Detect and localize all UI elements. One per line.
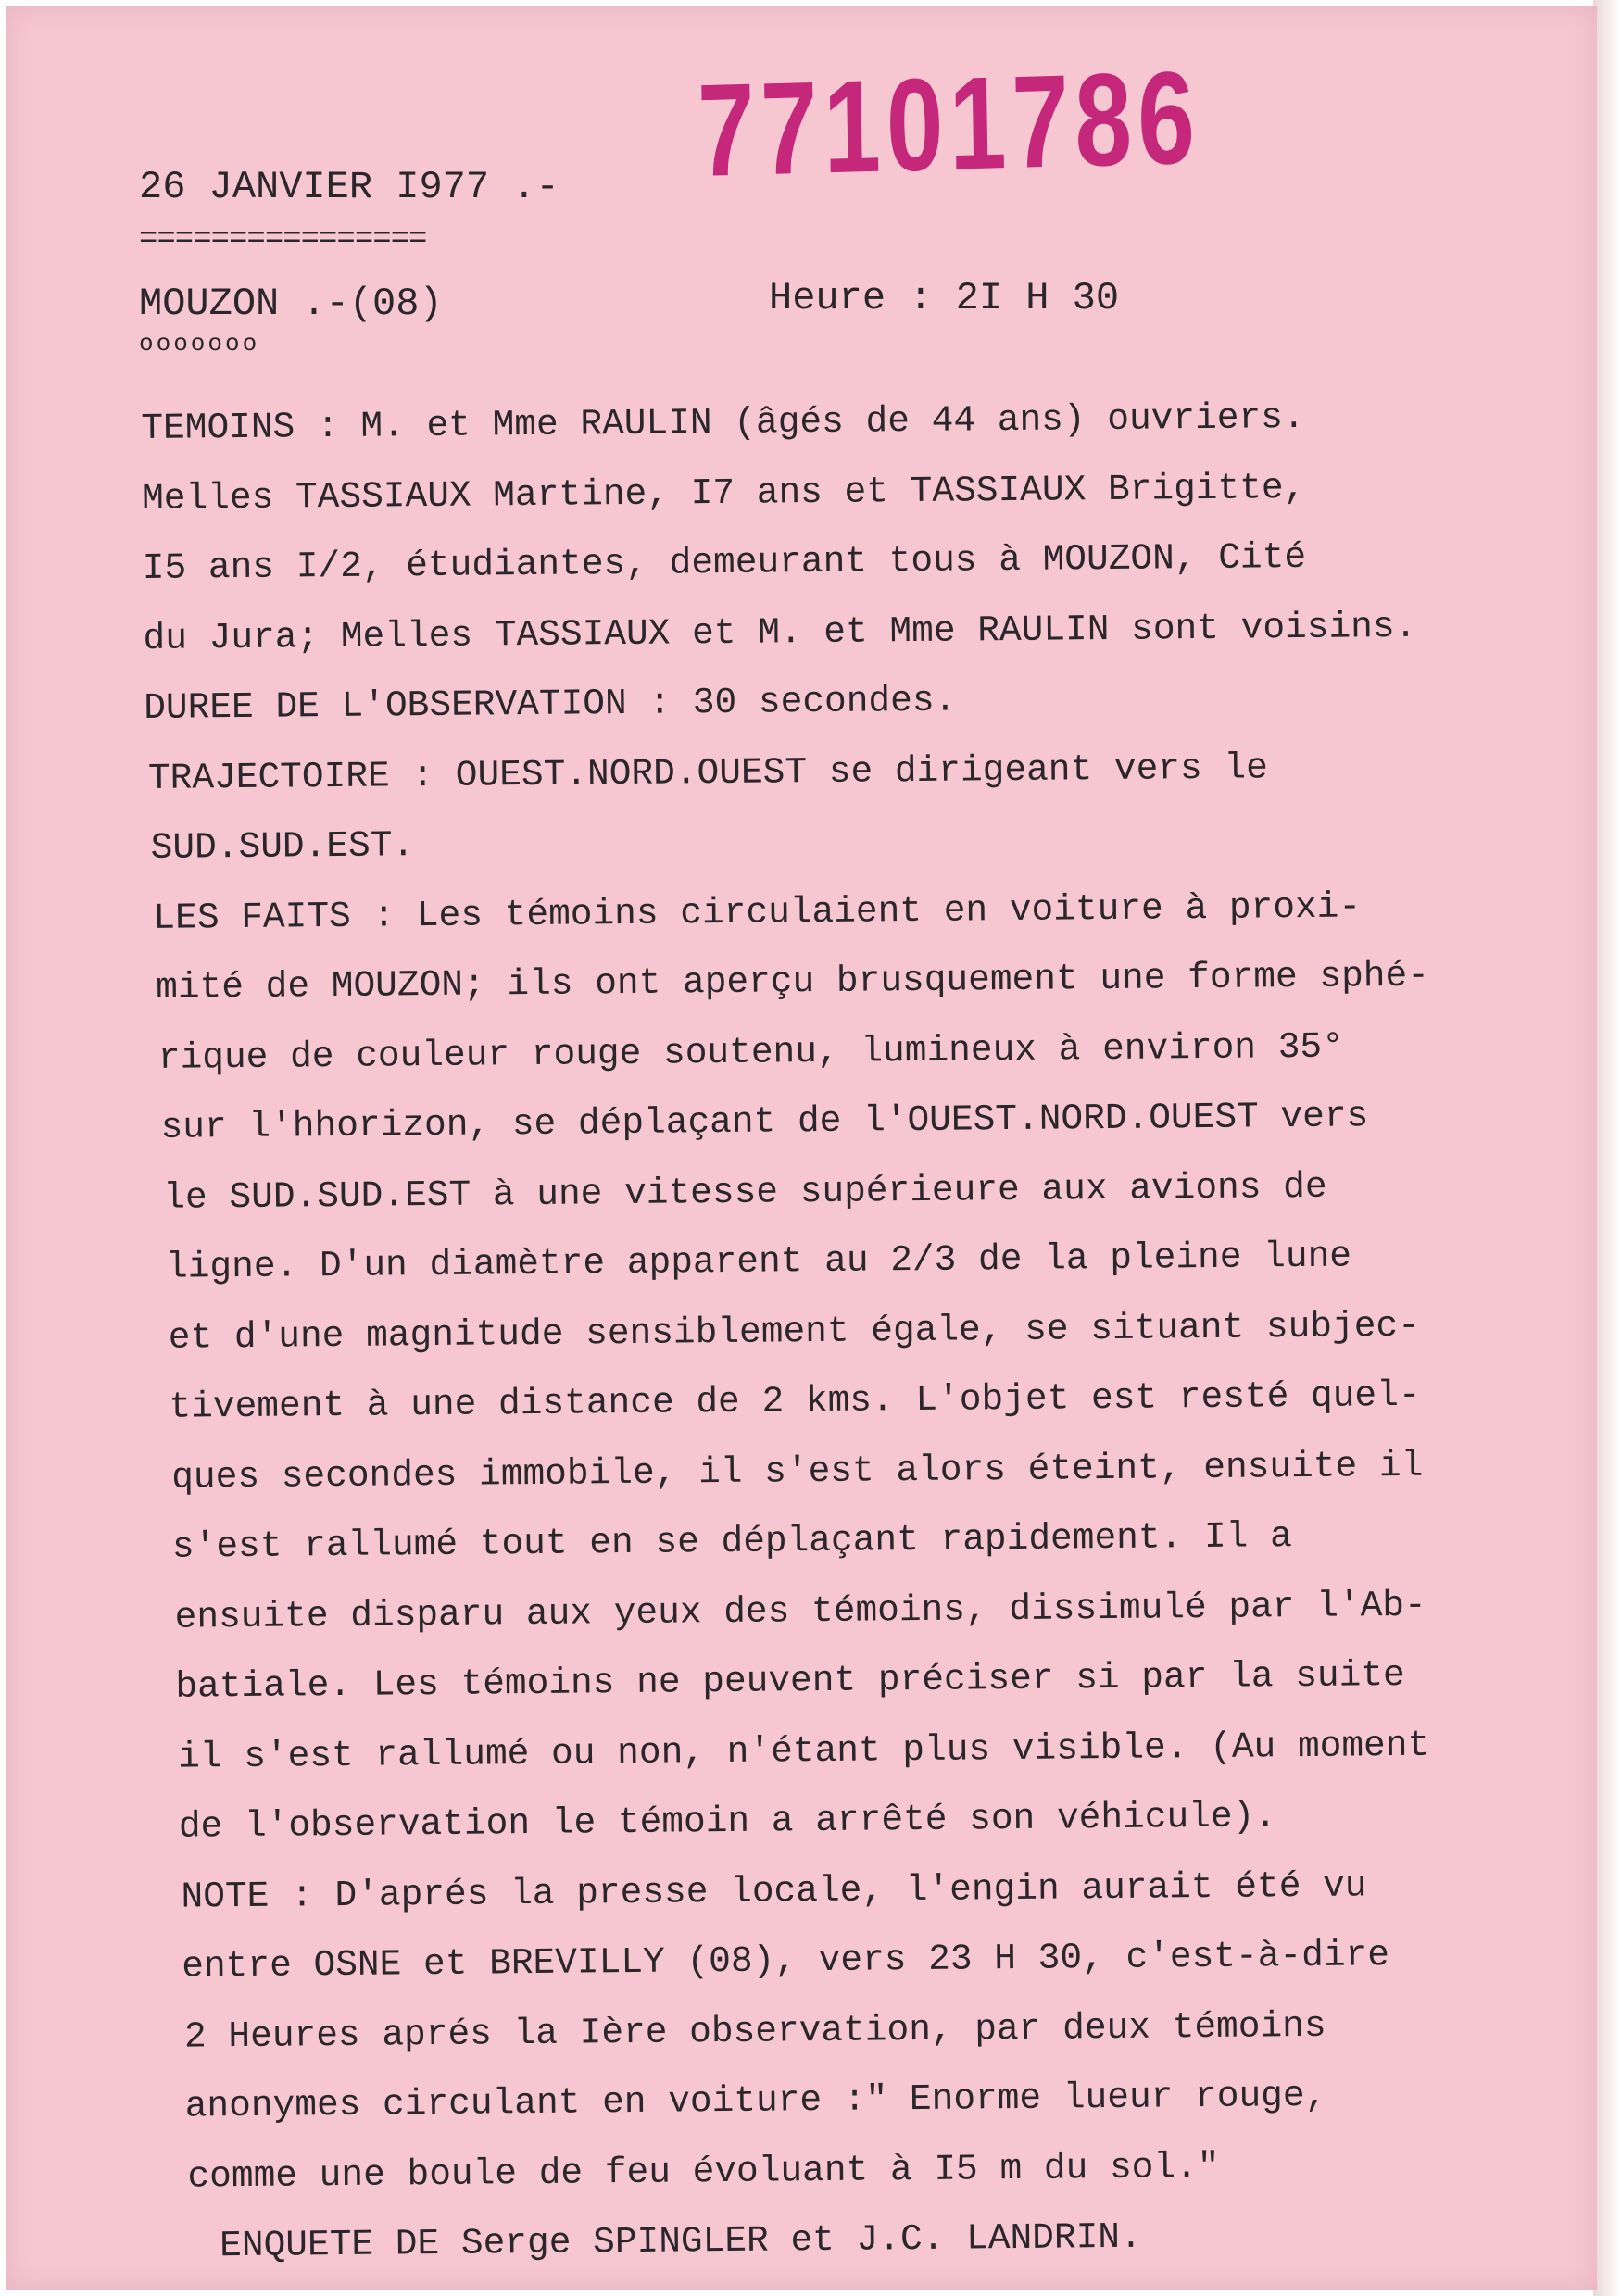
location-underline: ooooooo xyxy=(139,330,260,358)
date-underline: ================ xyxy=(139,222,427,257)
text-line: et d'une magnitude sensiblement égale, se situant subjec- xyxy=(168,1304,1421,1359)
note-line: NOTE : D'aprés la presse locale, l'engin aurait été vu xyxy=(181,1863,1367,1918)
text-line: batiale. Les témoins ne peuvent préciser si par la suite xyxy=(175,1653,1405,1708)
reference-number-stamp: 77101786 xyxy=(697,44,1202,205)
text-line: comme une boule de feu évoluant à I5 m du sol." xyxy=(187,2145,1220,2198)
text-line: le SUD.SUD.EST à une vitesse supérieure aux avions de xyxy=(163,1165,1327,1219)
location-heading: MOUZON .-(08) xyxy=(139,282,443,326)
text-line: ques secondes immobile, il s'est alors éteint, ensuite il xyxy=(171,1444,1424,1499)
text-line: entre OSNE et BREVILLY (08), vers 23 H 30, c'est-à-dire xyxy=(182,1934,1390,1988)
investigators-line: ENQUETE DE Serge SPINGLER et J.C. LANDRIN. xyxy=(219,2215,1142,2267)
text-line: il s'est rallumé ou non, n'étant plus visible. (Au moment xyxy=(177,1724,1430,1778)
facts-line: LES FAITS : Les témoins circulaient en voiture à proxi- xyxy=(153,885,1362,939)
text-line: Melles TASSIAUX Martine, I7 ans et TASSIAUX Brigitte, xyxy=(141,466,1306,520)
text-line: sur l'hhorizon, se déplaçant de l'OUEST.NORD.OUEST vers xyxy=(160,1095,1369,1148)
text-line: anonymes circulant en voiture :" Enorme lueur rouge, xyxy=(184,2074,1327,2127)
text-line: 2 Heures aprés la Ière observation, par deux témoins xyxy=(183,2004,1326,2058)
text-line: rique de couleur rouge soutenu, lumineux à environ 35° xyxy=(157,1025,1345,1079)
text-line: s'est rallumé tout en se déplaçant rapidement. Il a xyxy=(171,1515,1293,1568)
text-line: du Jura; Melles TASSIAUX et M. et Mme RAULIN sont voisins. xyxy=(143,605,1417,659)
trajectory-line: TRAJECTOIRE : OUEST.NORD.OUEST se dirigeant vers le xyxy=(147,746,1269,799)
text-line: SUD.SUD.EST. xyxy=(150,824,415,869)
text-line: mité de MOUZON; ils ont aperçu brusquement une forme sphé- xyxy=(155,954,1430,1009)
report-body xyxy=(141,380,1603,2281)
witnesses-line: TEMOINS : M. et Mme RAULIN (âgés de 44 ans) ouvriers. xyxy=(141,395,1305,449)
observation-time: Heure : 2I H 30 xyxy=(769,276,1120,320)
text-line: I5 ans I/2, étudiantes, demeurant tous à MOUZON, Cité xyxy=(142,535,1307,589)
text-line: tivement à une distance de 2 kms. L'objet est resté quel- xyxy=(169,1374,1421,1428)
duration-line: DUREE DE L'OBSERVATION : 30 secondes. xyxy=(144,679,957,729)
text-line: ensuite disparu aux yeux des témoins, dissimulé par l'Ab- xyxy=(174,1584,1426,1638)
text-line: ligne. D'un diamètre apparent au 2/3 de la pleine lune xyxy=(165,1235,1352,1288)
text-line: de l'observation le témoin a arrêté son véhicule). xyxy=(178,1795,1277,1848)
report-date: 26 JANVIER I977 .- xyxy=(139,165,559,209)
